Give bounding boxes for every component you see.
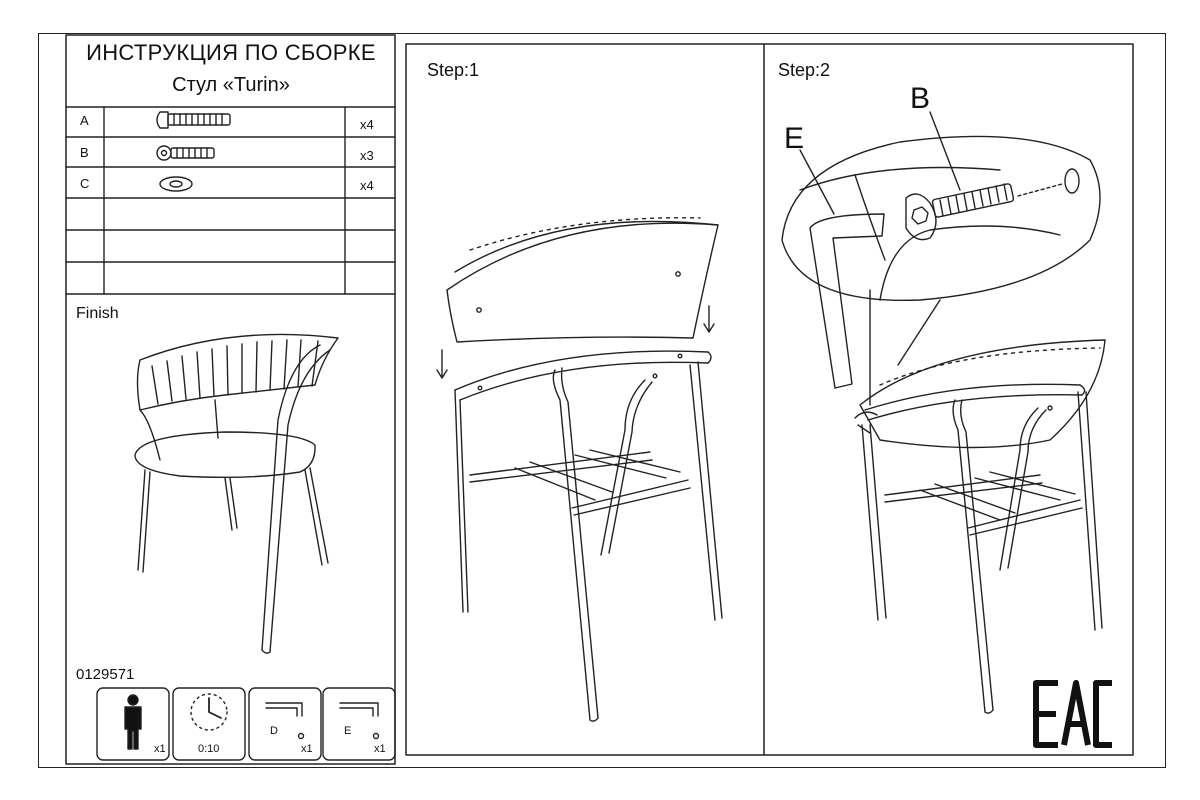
step1-backrest	[447, 218, 718, 342]
person-icon	[125, 695, 141, 749]
part-qty: x4	[360, 178, 374, 193]
tool-value: x1	[154, 743, 166, 755]
step1-label: Step:1	[427, 60, 480, 80]
document-title: ИНСТРУКЦИЯ ПО СБОРКЕ	[86, 40, 376, 65]
tool-value: x1	[374, 743, 386, 755]
part-letter: B	[80, 145, 89, 160]
tool-value: 0:10	[198, 743, 220, 755]
part-letter: C	[80, 176, 90, 191]
long-bolt-icon	[157, 112, 230, 128]
part-qty: x4	[360, 117, 374, 132]
step1-arrows	[437, 306, 714, 378]
part-letter: A	[80, 113, 89, 128]
part-qty: x3	[360, 148, 374, 163]
callout-b: B	[910, 82, 931, 115]
article-number: 0129571	[76, 666, 135, 683]
step2-bolt-detail	[906, 112, 1079, 240]
tool-letter: E	[344, 725, 352, 737]
product-name: Стул «Turin»	[172, 74, 290, 96]
washer-icon	[160, 177, 192, 191]
tool-letter: D	[270, 725, 278, 737]
tool-value: x1	[301, 743, 313, 755]
step2-label: Step:2	[778, 60, 831, 80]
step1-frame	[455, 351, 722, 721]
finish-label: Finish	[76, 305, 119, 322]
finished-chair-drawing	[135, 334, 338, 653]
callout-e: E	[784, 122, 805, 155]
clock-icon	[191, 694, 227, 730]
short-bolt-icon	[157, 146, 214, 160]
step2-chair	[855, 340, 1105, 713]
